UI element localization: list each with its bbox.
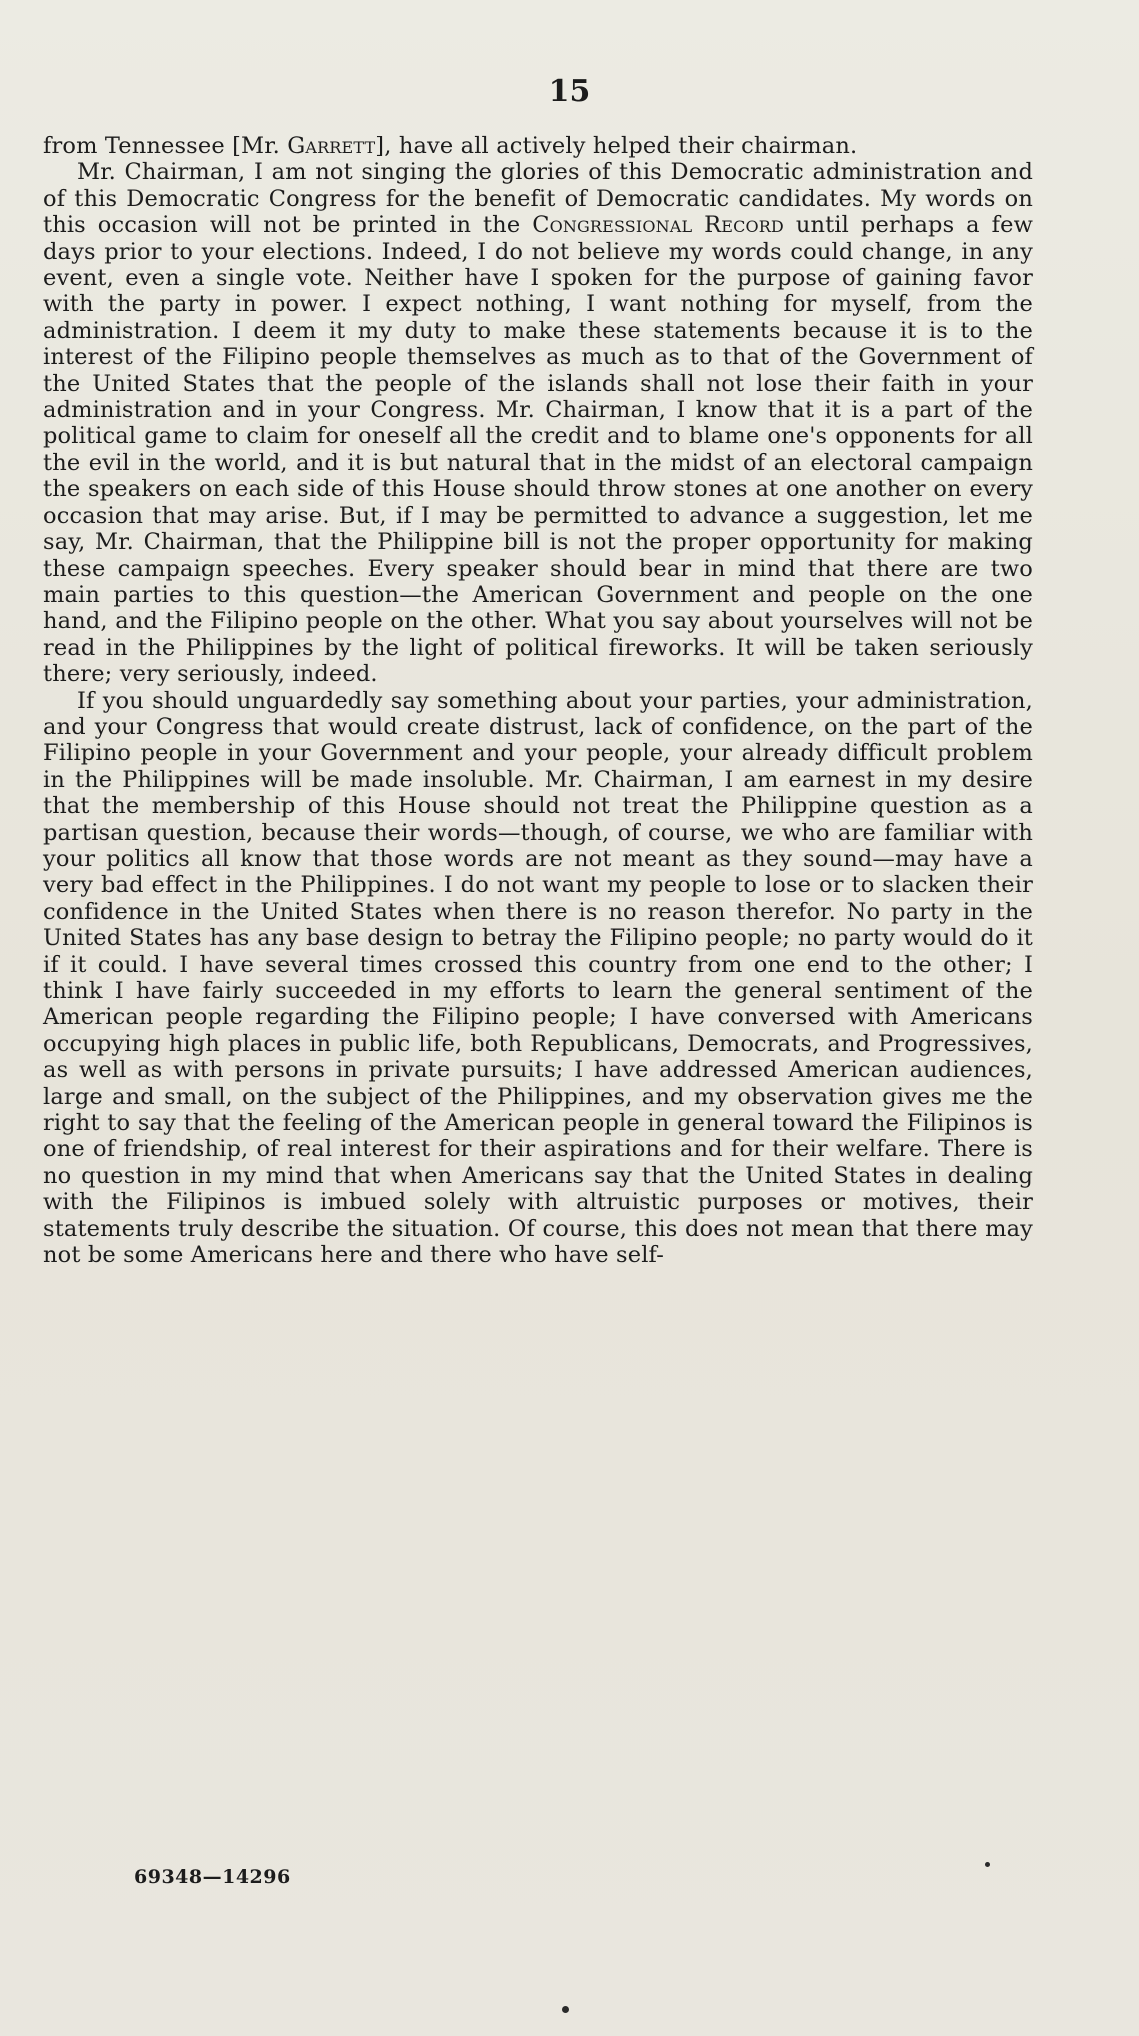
print-code: 69348—14296: [134, 1866, 291, 1888]
paragraph-continuation: [43, 133, 1033, 159]
paragraph-unguardedly: If you should unguardedly say something about your parties, your administration, and your Congress that would create distrust, lack of confidence, on the part of the Filipino people in your Government and your people, your already difficult problem in the Philippines will be made insoluble. Mr. Chairman, I am earnest in my desire that the membership of this House should not treat the Philippine question as a partisan question, because their words—though, of course, we who are familiar with your politics all know that those words are not meant as they sound—may have a very bad effect in the Philippines. I do not want my people to lose or to slacken their confidence in the United States when there is no reason therefor. No party in the United States has any base design to betray the Filipino people; no party would do it if it could. I have several times crossed this country from one end to the other; I think I have fairly succeeded in my efforts to learn the general sentiment of the American people regarding the Filipino people; I have conversed with Americans occupying high places in public life, both Republicans, Democrats, and Progressives, as well as with persons in private pursuits; I have addressed American audiences, large and small, on the subject of the Philippines, and my observation gives me the right to say that the feeling of the American people in general toward the Filipinos is one of friendship, of real interest for their aspirations and for their welfare. There is no question in my mind that when Americans say that the United States in dealing with the Filipinos is imbued solely with altruistic purposes or motives, their statements truly describe the situation. Of course, this does not mean that there may not be some Americans here and there who have self-: [43, 687, 1033, 1269]
text-run: until perhaps a few days prior to your elections. Indeed, I do not believe my words could change, in any event, even a single vote. Neither have I spoken for the purpose of gaining favor with the party in power. I expect nothing, I want nothing for myself, from the administration. I deem it my duty to make these statements because it is to the interest of the Filipino people themselves as much as to that of the Government of the United States that the people of the islands shall not lose their faith in your administration and in your Congress. Mr. Chairman, I know that it is a part of the political game to claim for oneself all the credit and to blame one's opponents for all the evil in the world, and it is but natural that in the midst of an electoral campaign the speakers on each side of this House should throw stones at one another on every occasion that may arise. But, if I may be permitted to advance a suggestion, let me say, Mr. Chairman, that the Philippine bill is not the proper opportunity for making these campaign speeches. Every speaker should bear in mind that there are two main parties to this question—the American Government and people on the one hand, and the Filipino people on the other. What you say about yourselves will not be read in the Philippines by the light of political fireworks. It will be taken seriously there; very seriously, indeed.: [43, 212, 1034, 688]
ink-speck: [985, 1862, 990, 1867]
text-run: Mr. Chairman, I am not singing the glories of this Democratic administration and of this Democratic Congress for the benefit of Democratic candidates. My words on this occasion will not be printed in the: [43, 159, 1033, 239]
ink-speck: [562, 2006, 569, 2013]
body-text: [43, 133, 1033, 1268]
paragraph-chairman: [43, 159, 1033, 687]
text-run: ], have all actively helped their chairman.: [375, 133, 858, 159]
congressional-record: Congressional Record: [532, 212, 784, 239]
page-number: 15: [548, 74, 591, 109]
text-run: from Tennessee [Mr.: [43, 133, 288, 159]
name-garrett: Garrett: [287, 133, 376, 159]
